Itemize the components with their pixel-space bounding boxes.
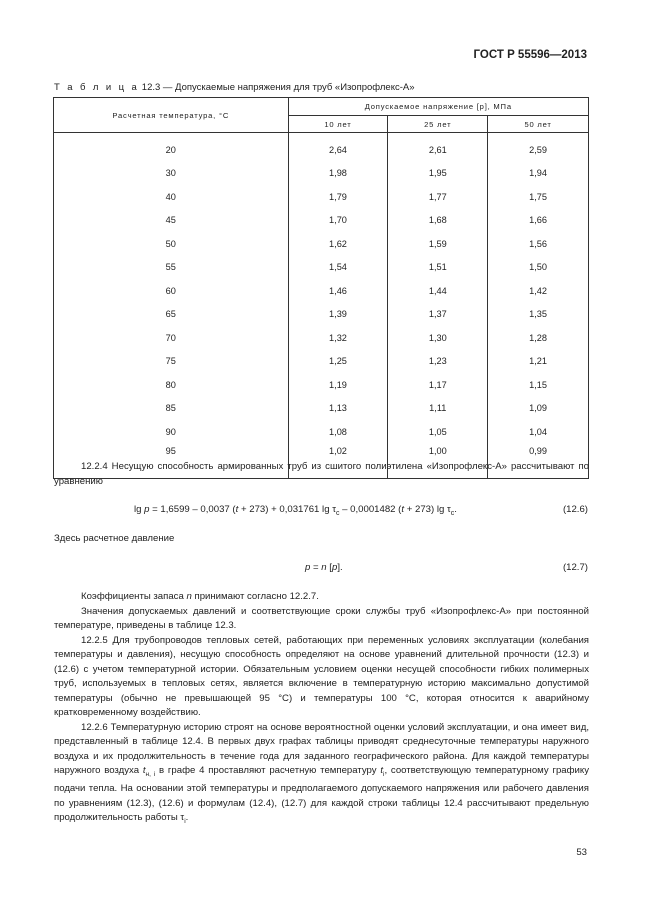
stress-value-cell: 1,59	[388, 232, 488, 256]
stress-value-cell: 1,28	[488, 326, 589, 350]
temperature-cell: 75	[54, 350, 289, 374]
stress-value-cell: 1,32	[288, 326, 388, 350]
header-period-25: 25 лет	[388, 116, 488, 133]
stress-value-cell: 0,99	[488, 444, 589, 479]
stress-value-cell: 1,75	[488, 185, 589, 209]
stress-value-cell: 1,39	[288, 303, 388, 327]
temperature-cell: 20	[54, 133, 289, 162]
stress-value-cell: 1,50	[488, 256, 589, 280]
header-temperature: Расчетная температура, °С	[54, 98, 289, 133]
table-row	[54, 162, 589, 186]
stress-value-cell: 1,17	[388, 373, 488, 397]
stress-value-cell: 1,30	[388, 326, 488, 350]
table-row	[54, 232, 589, 256]
table-row	[54, 303, 589, 327]
stress-value-cell: 1,42	[488, 279, 589, 303]
table-row	[54, 185, 589, 209]
stress-value-cell: 1,09	[488, 397, 589, 421]
stress-value-cell: 1,13	[288, 397, 388, 421]
temperature-cell: 30	[54, 162, 289, 186]
stress-value-cell: 1,04	[488, 420, 589, 444]
table-row	[54, 279, 589, 303]
paragraph-12-2-6: 12.2.6 Температурную историю строят на основе вероятностной оценки условий эксплуатации, и она имеет вид, представленный в таблице 12.4. В первых двух графах таблицы приводят среднесуточные температуры наружного воздуха и их продолжительность в течение года для заданного географического района. Для каждой температуры наружного воздуха $t_{н, i}$ в графе 4 проставляют расчетную температуру $t_i$, соответствующую температурному графику подачи тепла. На основании этой температуры и предполагаемого допускаемого напряжения или рабочего давления по уравнениям (12.3), (12.6) и формулам (12.4), (12.7) для каждой строки таблицы 12.4 рассчитывают предельную продолжительность работы $\tau_i$.	[54, 721, 589, 826]
stress-value-cell: 2,59	[488, 133, 589, 162]
stress-table	[53, 97, 589, 479]
temperature-cell: 45	[54, 209, 289, 233]
table-row	[54, 326, 589, 350]
stress-value-cell: 1,95	[388, 162, 488, 186]
stress-value-cell: 1,56	[488, 232, 589, 256]
stress-value-cell: 1,54	[288, 256, 388, 280]
stress-value-cell: 1,35	[488, 303, 589, 327]
paragraphs-main	[54, 590, 589, 830]
table-caption-label: Т а б л и ц а	[54, 82, 140, 93]
equation-number-12-6: (12.6)	[562, 504, 588, 515]
stress-value-cell: 1,21	[488, 350, 589, 374]
stress-value-cell: 1,77	[388, 185, 488, 209]
header-period-10: 10 лет	[288, 116, 388, 133]
paragraph-safety-factors: Коэффициенты запаса n принимают согласно 12.2.7.	[81, 591, 319, 602]
stress-value-cell: 1,08	[288, 420, 388, 444]
stress-value-cell: 1,25	[288, 350, 388, 374]
table-row	[54, 256, 589, 280]
temperature-cell: 85	[54, 397, 289, 421]
stress-value-cell: 1,19	[288, 373, 388, 397]
formula-12-6: lg p = 1,6599 – 0,0037 (t + 273) + 0,031761 $\lg \tau_c - 0,0001482$ (t + 273) $\lg \tau_c$.	[134, 504, 457, 517]
table-row	[54, 373, 589, 397]
stress-value-cell: 1,23	[388, 350, 488, 374]
stress-value-cell: 1,15	[488, 373, 589, 397]
stress-value-cell: 1,02	[288, 444, 388, 479]
document-id: ГОСТ Р 55596—2013	[473, 49, 587, 61]
temperature-cell: 65	[54, 303, 289, 327]
stress-value-cell: 1,98	[288, 162, 388, 186]
table-row	[54, 397, 589, 421]
table-body	[54, 133, 589, 479]
stress-value-cell: 1,46	[288, 279, 388, 303]
table-row	[54, 350, 589, 374]
stress-value-cell: 1,00	[388, 444, 488, 479]
table-row	[54, 420, 589, 444]
temperature-cell: 80	[54, 373, 289, 397]
stress-value-cell: 1,37	[388, 303, 488, 327]
paragraph-text: 12.2.4 Несущую способность армированных труб из сшитого полиэтилена «Изопрофлекс-А» рассчитывают по уравнению	[54, 461, 589, 487]
stress-value-cell: 2,64	[288, 133, 388, 162]
temperature-cell: 40	[54, 185, 289, 209]
stress-value-cell: 1,66	[488, 209, 589, 233]
table-row	[54, 133, 589, 162]
stress-value-cell: 1,94	[488, 162, 589, 186]
table-caption	[54, 82, 415, 93]
stress-value-cell: 1,44	[388, 279, 488, 303]
temperature-cell: 60	[54, 279, 289, 303]
temperature-cell: 70	[54, 326, 289, 350]
formula-12-7: p = n [p].	[305, 562, 343, 573]
stress-value-cell: 1,05	[388, 420, 488, 444]
stress-value-cell: 1,70	[288, 209, 388, 233]
table-caption-text: 12.3 — Допускаемые напряжения для труб «Изопрофлекс-А»	[139, 82, 415, 93]
temperature-cell: 90	[54, 420, 289, 444]
temperature-cell: 55	[54, 256, 289, 280]
stress-value-cell: 2,61	[388, 133, 488, 162]
here-pressure-label: Здесь расчетное давление	[54, 533, 175, 544]
equation-number-12-7: (12.7)	[562, 562, 588, 573]
page-number: 53	[576, 847, 587, 858]
paragraph-table-ref: Значения допускаемых давлений и соответствующие сроки службы труб «Изопрофлекс-А» при постоянной температуре, приведены в таблице 12.3.	[54, 605, 589, 631]
header-period-50: 50 лет	[488, 116, 589, 133]
stress-value-cell: 1,11	[388, 397, 488, 421]
paragraph-12-2-5: 12.2.5 Для трубопроводов тепловых сетей, работающих при переменных условиях эксплуатации (колебания температуры и давления), несущую способность определяют на основе уравнений длительной прочности (12.3) и (12.6) с учетом температурной истории. Обязательным условием оценки несущей способности гибких полимерных труб, используемых в тепловых сетях, является включение в температурную историю максимально допустимой температуры (обычно не превышающей 95 °С) и температуры 100 °С, которая относится к аварийному кратковременному воздействию.	[54, 634, 589, 718]
stress-value-cell: 1,79	[288, 185, 388, 209]
temperature-cell: 50	[54, 232, 289, 256]
stress-value-cell: 1,51	[388, 256, 488, 280]
table-row	[54, 209, 589, 233]
header-allowable-stress: Допускаемое напряжение [р], МПа	[288, 98, 588, 116]
paragraph-12-2-4	[54, 460, 589, 489]
stress-value-cell: 1,62	[288, 232, 388, 256]
temperature-cell: 95	[54, 444, 289, 479]
stress-value-cell: 1,68	[388, 209, 488, 233]
